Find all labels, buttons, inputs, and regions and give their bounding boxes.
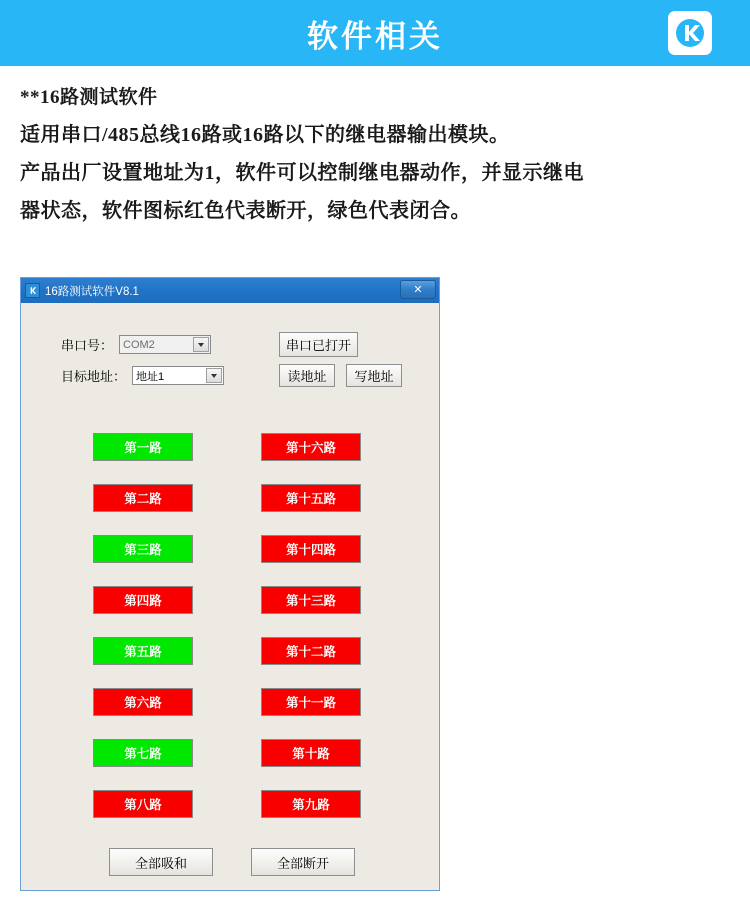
channel-button-16[interactable]: 第十六路 [261, 433, 361, 461]
window-title-bar[interactable] [21, 278, 439, 303]
page-title: 软件相关 [307, 18, 443, 54]
channel-button-8[interactable]: 第八路 [93, 790, 193, 818]
channel-button-1[interactable]: 第一路 [93, 433, 193, 461]
channel-button-10[interactable]: 第十路 [261, 739, 361, 767]
description-line-3: 产品出厂设置地址为1，软件可以控制继电器动作，并显示继电 [20, 162, 584, 185]
channel-button-7[interactable]: 第七路 [93, 739, 193, 767]
description-line-2: 适用串口/485总线16路或16路以下的继电器输出模块。 [20, 124, 510, 147]
channel-button-3[interactable]: 第三路 [93, 535, 193, 563]
address-select-value: 地址1 [136, 370, 165, 383]
all-off-button[interactable]: 全部断开 [251, 848, 355, 876]
k-app-icon [25, 283, 40, 298]
k-logo-icon [668, 11, 712, 55]
port-row [61, 335, 211, 354]
channel-button-14[interactable]: 第十四路 [261, 535, 361, 563]
channel-button-13[interactable]: 第十三路 [261, 586, 361, 614]
relay-software-window [20, 277, 440, 891]
address-label: 目标地址： [61, 369, 127, 384]
channel-button-15[interactable]: 第十五路 [261, 484, 361, 512]
channel-button-12[interactable]: 第十二路 [261, 637, 361, 665]
page-banner [0, 0, 750, 66]
chevron-down-icon[interactable] [193, 337, 209, 352]
channel-button-11[interactable]: 第十一路 [261, 688, 361, 716]
channel-button-9[interactable]: 第九路 [261, 790, 361, 818]
channel-button-6[interactable]: 第六路 [93, 688, 193, 716]
chevron-down-icon[interactable] [206, 368, 222, 383]
write-address-button[interactable]: 写地址 [346, 364, 402, 387]
all-on-button[interactable]: 全部吸和 [109, 848, 213, 876]
window-title: 16路测试软件V8.1 [45, 285, 139, 298]
close-icon[interactable]: ✕ [400, 280, 436, 299]
description-line-4: 器状态，软件图标红色代表断开，绿色代表闭合。 [20, 200, 471, 223]
channel-button-4[interactable]: 第四路 [93, 586, 193, 614]
port-label: 串口号： [61, 338, 114, 353]
address-select[interactable] [132, 366, 224, 385]
channel-button-2[interactable]: 第二路 [93, 484, 193, 512]
address-row [61, 366, 224, 385]
open-port-button[interactable]: 串口已打开 [279, 332, 358, 357]
description-line-1: **16路测试软件 [20, 87, 158, 108]
channel-button-5[interactable]: 第五路 [93, 637, 193, 665]
window-client-area [21, 303, 439, 890]
description-block [20, 80, 736, 230]
read-address-button[interactable]: 读地址 [279, 364, 335, 387]
port-select-value: COM2 [123, 338, 155, 351]
port-select[interactable] [119, 335, 211, 354]
